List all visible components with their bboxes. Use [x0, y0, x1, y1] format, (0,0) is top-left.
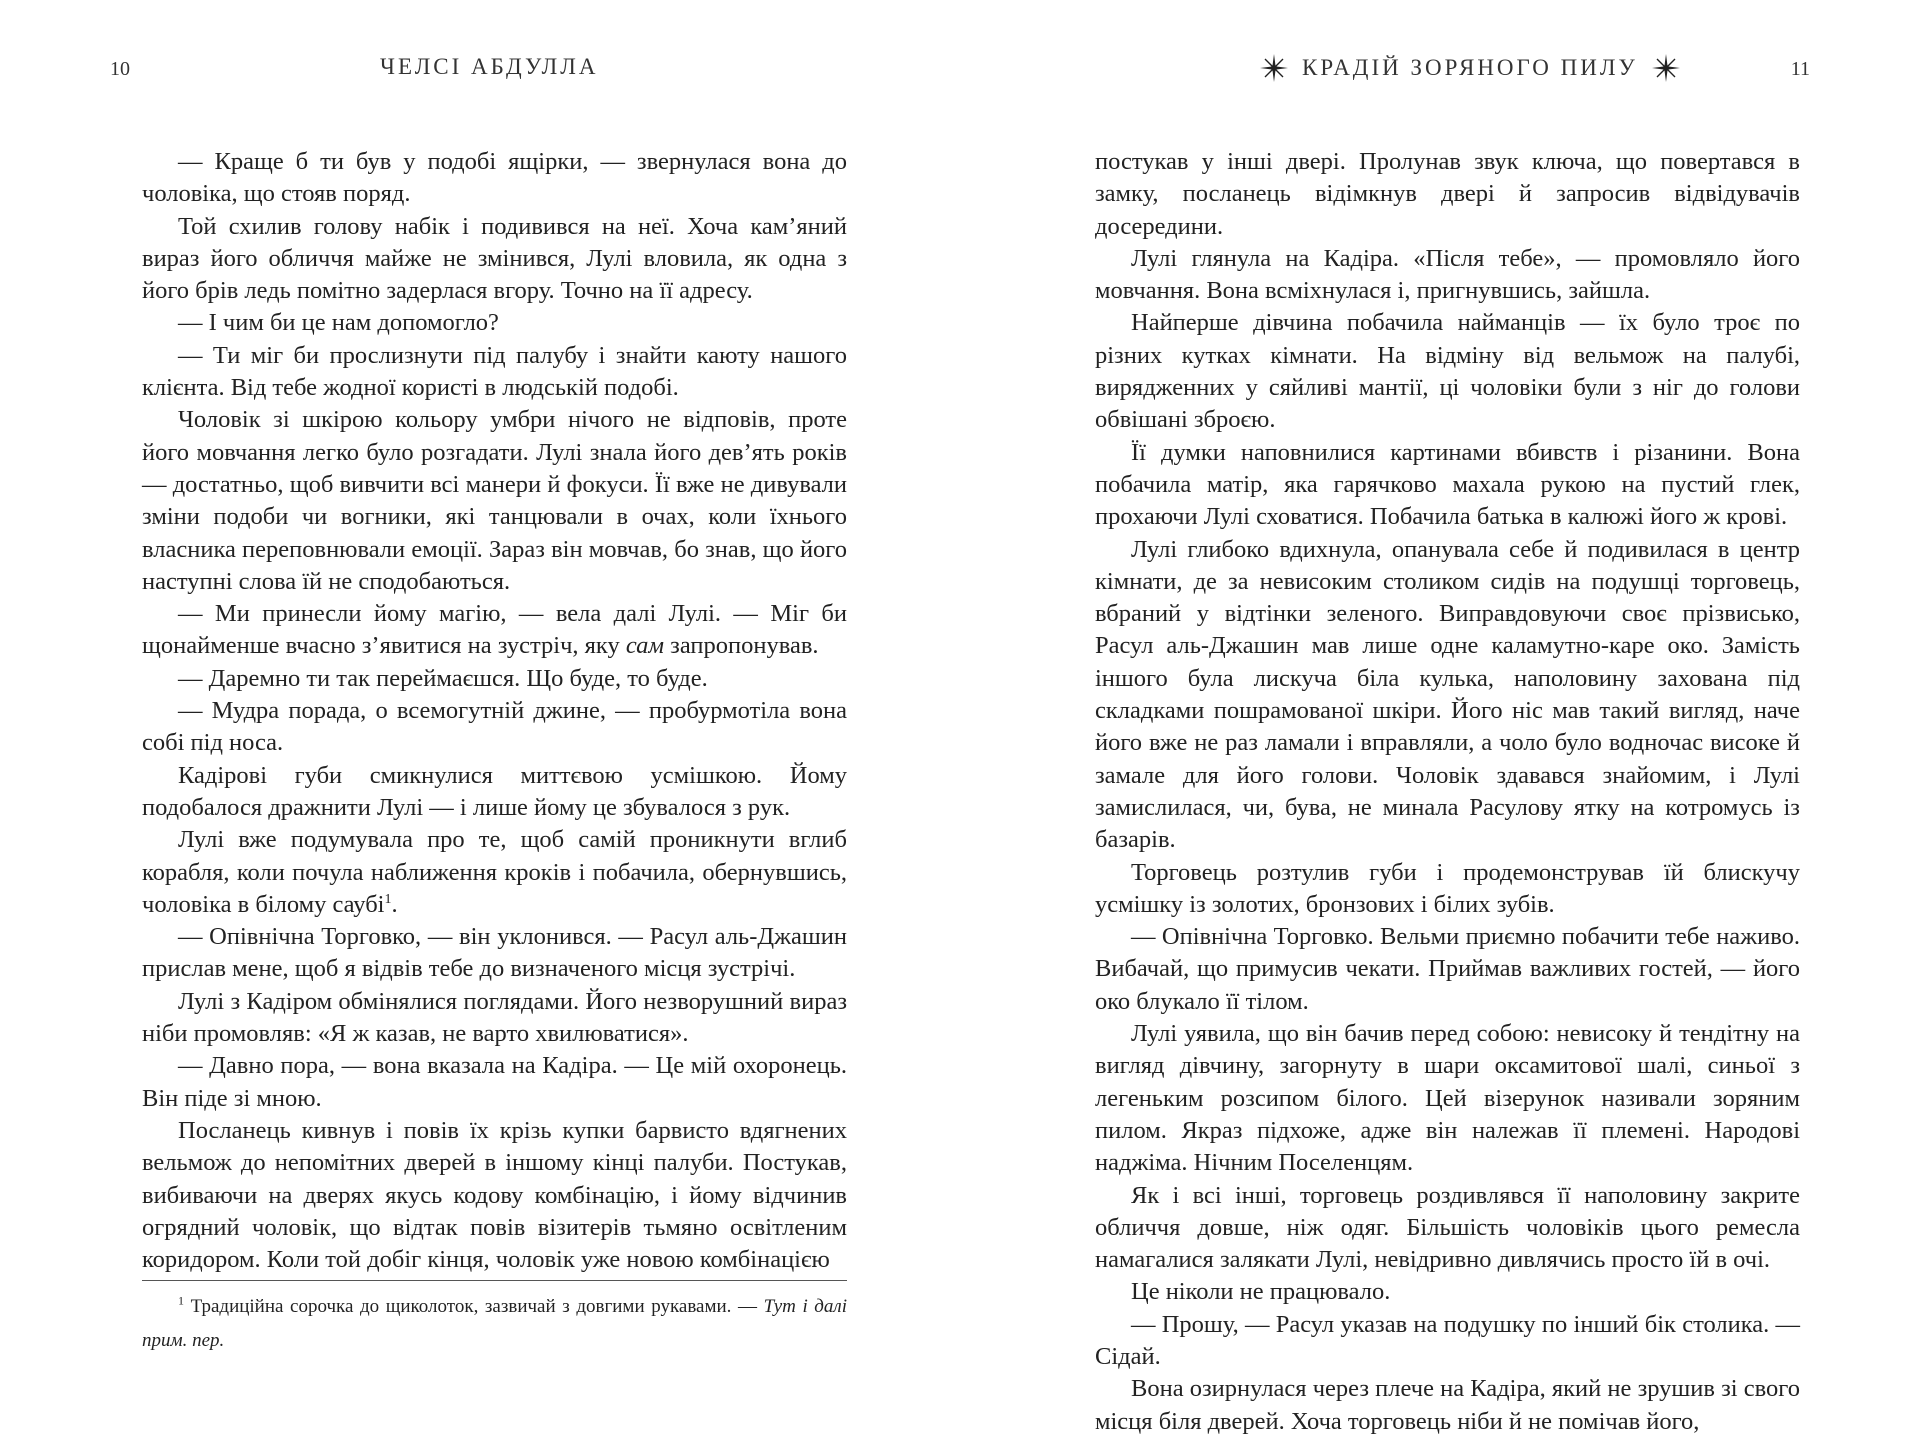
paragraph: Лулі глянула на Кадіра. «Після тебе», — промовляло його мовчання. Вона всміхнулася і, пригнувшись, зайшла. — [1095, 244, 1800, 305]
paragraph: — І чим би це нам допомогло? — [178, 309, 499, 337]
paragraph: Лулі з Кадіром обмінялися поглядами. Його незворушний вираз ніби промовляв: «Я ж казав, не варто хвилюватися». — [142, 987, 847, 1048]
page-number-right: 11 — [1790, 58, 1810, 80]
right-page — [960, 0, 1920, 1440]
paragraph: — Опівнічна Торговко, — він уклонився. — Расул аль-Джашин прислав мене, щоб я відвів тебе до визначеного місця зустрічі. — [142, 923, 847, 983]
paragraph — [142, 824, 847, 921]
paragraph: Кадірові губи смикнулися миттєвою усмішкою. Йому подобалося дражнити Лулі — і лише йому це збувалося з рук. — [142, 761, 847, 821]
paragraph: Чоловік зі шкірою кольору умбри нічого не відповів, проте його мовчання легко було розгадати. Лулі знала його дев’ять років — достатньо, щоб вивчити всі манери й фокуси. Її вже не дивували зміни подоби чи вогники, які танцювали в очах, коли їхнього власника переповнювали емоції. Зараз він мовчав, бо знав, що його наступні слова їй не сподобаються. — [142, 406, 847, 595]
paragraph: Вона озирнулася через плече на Кадіра, який не зрушив зі свого місця біля дверей. Хоча торговець ніби й не помічав його, — [1095, 1375, 1800, 1435]
running-head-author: ЧЕЛСІ АБДУЛЛА — [380, 54, 599, 79]
page-number-left: 10 — [110, 58, 130, 80]
footnote-text: Традиційна сорочка до щиколоток, зазвичай з довгими рукавами. — — [184, 1296, 764, 1317]
footnote-marker: 1 — [384, 891, 392, 907]
right-page-body — [1095, 146, 1800, 1438]
paragraph: — Опівнічна Торговко. Вельми приємно побачити тебе наживо. Вибачай, що примусив чекати. Приймав важливих гостей, — його око блукало її тілом. — [1095, 923, 1800, 1015]
emphasis-text: сам — [625, 632, 665, 660]
footnote-emphasis: Тут і далі прим. пер. — [142, 1296, 847, 1351]
paragraph-continued: постукав у інші двері. Пролунав звук ключа, що повертався в замку, посланець відімкнув двері й запросив відвідувачів досередини. — [1095, 148, 1800, 240]
paragraph: Той схилив голову набік і подивився на неї. Хоча кам’яний вираз його обличчя майже не змінився, Лулі вловила, як одна з його брів ледь помітно задерлася вгору. Точно на її адресу. — [142, 212, 847, 305]
paragraph: — Ти міг би прослизнути під палубу і знайти каюту нашого клієнта. Від тебе жодної користі в людській подобі. — [142, 341, 847, 402]
paragraph: Лулі уявила, що він бачив перед собою: невисоку й тендітну на вигляд дівчину, загорнуту в шари оксамитової шалі, синьої з легеньким розсипом білого. Цей візерунок називали зоряним пилом. Якраз підхоже, адже він належав її племені. Народові наджіма. Нічним Поселенцям. — [1095, 1020, 1800, 1177]
footnote — [142, 1290, 847, 1358]
paragraph: Найперше дівчина побачила найманців — їх було троє по різних кутках кімнати. На відміну від вельмож на палубі, вирядженних у сяйливі мантії, ці чоловіки були з ніг до голови обвішані зброєю. — [1095, 309, 1800, 434]
paragraph: Лулі глибоко вдихнула, опанувала себе й подивилася в центр кімнати, де за невисоким столиком сидів на подушці торговець, вбраний у відтінки зеленого. Виправдовуючи своє прізвисько, Расул аль-Джашин мав лише одне каламутно-каре око. Замість іншого була лискуча біла кулька, наполовину захована під складками пошрамованої шкіри. Його ніс мав такий вигляд, наче його вже не раз ламали і вправляли, а чоло було водночас високе й замале для його голови. Чоловік здавався знайомим, і Лулі замислилася, чи, бува, не минала Расулову ятку на котромусь із базарів. — [1095, 535, 1800, 854]
book-title: КРАДІЙ ЗОРЯНОГО ПИЛУ — [1302, 55, 1638, 80]
left-page-body — [142, 146, 847, 1276]
footnote-number: 1 — [178, 1293, 184, 1308]
star-icon — [1260, 54, 1288, 82]
paragraph: — Давно пора, — вона вказала на Кадіра. — Це мій охоронець. Він піде зі мною. — [142, 1052, 847, 1112]
paragraph: — Прошу, — Расул указав на подушку по інший бік столика. — Сідай. — [1095, 1310, 1800, 1370]
running-head-title — [1260, 54, 1680, 82]
paragraph — [142, 598, 847, 663]
star-icon — [1652, 54, 1680, 82]
paragraph: Посланець кивнув і повів їх крізь купки барвисто вдягнених вельмож до непомітних дверей в іншому кінці палуби. Постукав, вибиваючи на дверях якусь кодову комбінацію, і йому відчинив огрядний чоловік, що відтак повів візитерів тьмяно освітленим коридором. Коли той добіг кінця, чоловік уже новою комбінацією — [142, 1116, 847, 1274]
paragraph: — Краще б ти був у подобі ящірки, — звернулася вона до чоловіка, що стояв поряд. — [142, 148, 847, 208]
paragraph: Торговець розтулив губи і продемонстрував їй блискучу усмішку із золотих, бронзових і білих зубів. — [1095, 858, 1800, 918]
paragraph-text: . — [391, 890, 398, 918]
paragraph: Її думки наповнилися картинами вбивств і різанини. Вона побачила матір, яка гарячково махала рукою на пустий глек, прохаючи Лулі сховатися. Побачила батька в калюжі його ж крові. — [1095, 438, 1800, 531]
paragraph: — Мудра порада, о всемогутній джине, — пробурмотіла вона собі під носа. — [142, 697, 847, 757]
paragraph-text: Лулі вже подумувала про те, щоб самій проникнути вглиб корабля, коли почула наближення кроків і побачила, обернувшись, чоловіка в білому саубі — [142, 826, 847, 918]
paragraph-text: запропонував. — [664, 632, 819, 660]
paragraph-text: — Ми принесли йому магію, — вела далі Лулі. — Міг би щонайменше вчасно з’явитися на зустріч, яку — [142, 600, 847, 660]
paragraph: — Даремно ти так переймаєшся. Що буде, то буде. — [178, 664, 708, 692]
footnote-divider — [142, 1280, 847, 1281]
paragraph: Це ніколи не працювало. — [1131, 1278, 1391, 1306]
paragraph: Як і всі інші, торговець роздивлявся її наполовину закрите обличчя довше, ніж одяг. Більшість чоловіків цього ремесла намагалися залякати Лулі, невідривно дивлячись просто їй в очі. — [1095, 1181, 1800, 1274]
